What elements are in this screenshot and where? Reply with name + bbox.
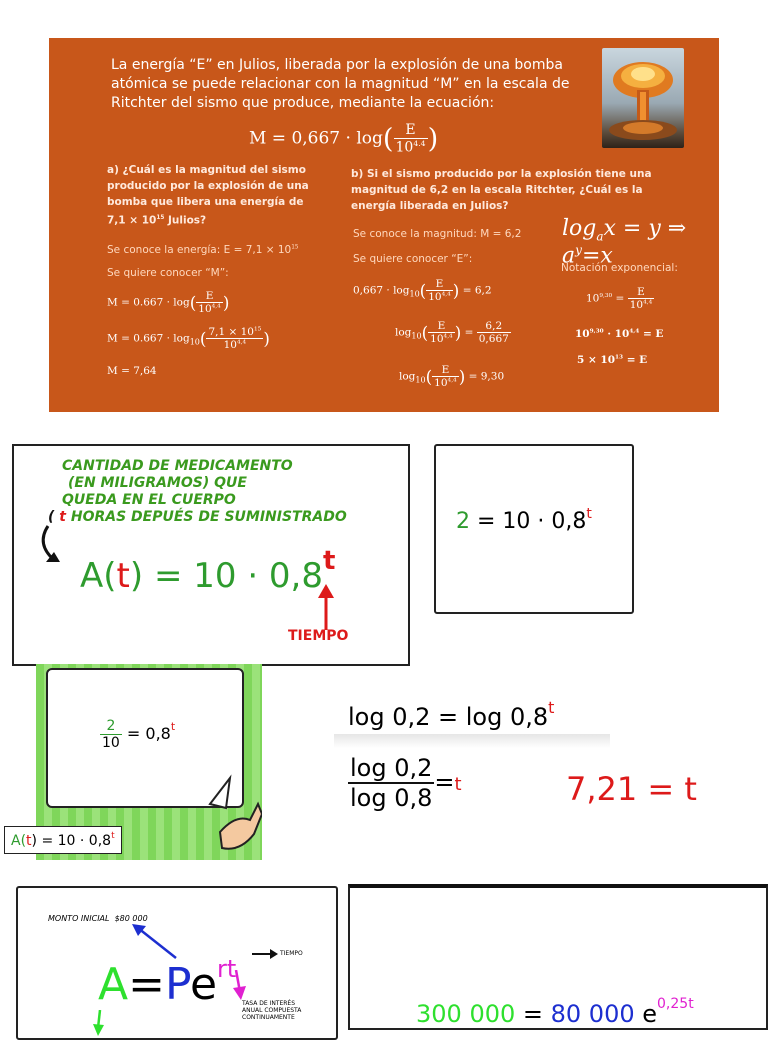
notation-title: Notación exponencial: [561, 262, 678, 274]
ieq-eq: = [515, 1000, 551, 1028]
n-den: 10 [629, 299, 644, 311]
n-base: 10 [586, 292, 600, 305]
log-line-1-exp: t [548, 698, 555, 717]
eq-den-exp: 4,4 [441, 291, 451, 298]
part-a-eq1: M = 0.667 · log( $\frac{E}{10^{4,4}}$ ) [107, 290, 230, 315]
eq-den: 10 [430, 333, 444, 345]
energy-problem-panel [49, 38, 719, 412]
formula-rest: ) = 10 · 0,8 [129, 556, 324, 596]
intro-line: Ritchter del sismo que produce, mediante la ecuación: [111, 95, 495, 111]
eq2-rhs: = 10 · 0,8 [470, 509, 587, 534]
interest-equation [416, 996, 694, 1028]
eq-sub: 10 [189, 337, 200, 347]
formula-label-box [4, 826, 122, 854]
eq-num: E [428, 320, 455, 333]
label-rest: ) = 10 · 0,8 [31, 833, 112, 849]
log-line-1: log 0,2 = log 0,8 [348, 703, 549, 731]
green-arrow-icon [92, 1010, 106, 1036]
eq-den-exp: 4,4 [443, 333, 453, 340]
caption-line: CANTIDAD DE MEDICAMENTO [62, 458, 293, 474]
main-equation: M = 0,667 · log( $\frac{E}{10^{4.4}}$ ) [249, 122, 439, 156]
main-eq-den-exp: 4.4 [413, 139, 426, 148]
eq-right-num: 6,2 [477, 320, 511, 333]
formula-rt: rt [217, 955, 237, 983]
equation-2 [456, 506, 592, 534]
question-line: energía liberada en Julios? [351, 200, 509, 212]
part-a-result: M = 7,64 [107, 365, 157, 377]
n2-exp: 9,30 [589, 328, 604, 335]
question-exp: 15 [156, 215, 165, 221]
question-line: b) Si el sismo producido por la explosión tiene una [351, 168, 652, 180]
label-t: t [26, 833, 32, 849]
question-line: a) ¿Cuál es la magnitud del sismo [107, 164, 306, 176]
part-b-eq2: $\log_{10}$( $\frac{E}{10^{4,4}}$ ) = $\frac{6,2}{0,667}$ [395, 320, 509, 345]
eq-den: 10 [223, 339, 237, 351]
right-arrow-icon [252, 948, 278, 960]
curved-arrow-icon [34, 522, 74, 572]
ieq-e: e [634, 1000, 658, 1028]
known-text: Se conoce la energía: E = 7,1 × 10 [107, 244, 292, 256]
n-den-exp: 4,4 [643, 299, 653, 306]
ieq-mid: 80 000 [550, 1000, 635, 1028]
ieq-lhs: 300 000 [416, 1000, 516, 1028]
hand-rest: x = y ⇒ a [562, 216, 687, 269]
eq-left: log [395, 326, 412, 339]
intro-line: La energía “E” en Julios, liberada por la explosión de una bomba [111, 57, 563, 73]
eq-right: = 6,2 [462, 284, 492, 297]
label-a: A( [11, 833, 27, 849]
monto-text: MONTO INICIAL [48, 914, 110, 923]
formula-a: A( [80, 556, 117, 596]
eq-right-den: 0,667 [478, 333, 509, 345]
n3-exp: 13 [615, 354, 624, 361]
eq-den-exp: 4,4 [237, 339, 247, 346]
bubble-exp: t [170, 720, 176, 733]
question-line: magnitud de 6,2 en la escala Ritchter, ¿Cuál es la [351, 184, 643, 196]
problem-intro [111, 56, 571, 113]
eq-sub: 10 [409, 289, 420, 299]
tasa-line: CONTINUAMENTE [242, 1014, 295, 1021]
eq-num: E [426, 278, 453, 291]
eq-left: M = 0.667 · log [107, 332, 190, 345]
up-arrow-icon [316, 584, 336, 632]
eq-left: M = 0.667 · log [107, 296, 190, 309]
n-exp: 9,30 [599, 293, 613, 299]
medication-formula-panel [12, 444, 410, 666]
hand-end: =x [581, 243, 613, 269]
caption-t: t [59, 509, 66, 525]
eq-left: log [399, 370, 416, 383]
eq-sub: 10 [415, 375, 426, 385]
eq-den-exp: 4,4 [211, 303, 221, 310]
formula-eq: = [128, 959, 165, 1010]
question-line: producido por la explosión de una [107, 180, 309, 192]
caption-line: HORAS DEPUÉS DE SUMINISTRADO [65, 509, 347, 525]
formula-e: e [189, 959, 218, 1010]
bubble-den: 10 [102, 735, 120, 751]
part-a-want: Se quiere conocer “M”: [107, 267, 229, 279]
part-a-known [107, 244, 299, 256]
n3: 5 × 10 [577, 354, 616, 366]
formula-a: A [98, 959, 129, 1010]
atomic-bomb-image [602, 48, 684, 148]
interest-tiempo: TIEMPO [280, 950, 303, 957]
notation-eq1: $10^{9,30}$ = $\frac{E}{10^{4,4}}$ [586, 286, 653, 311]
part-a-question [107, 162, 322, 229]
tasa-line: ANUAL COMPUESTA [242, 1007, 302, 1014]
main-eq-num: E [394, 122, 428, 139]
formula-t: t [116, 556, 130, 596]
hand-sub: a [596, 229, 604, 244]
notation-eq2 [575, 328, 663, 340]
interest-formula-panel [16, 886, 338, 1040]
n2-mid: · 10 [603, 328, 630, 340]
n-num: E [628, 286, 655, 299]
eq-num: E [432, 364, 459, 377]
n2-end: = E [639, 328, 664, 340]
n2: 10 [575, 328, 590, 340]
log-frac-eq: = [434, 768, 455, 796]
eq-den: 10 [428, 291, 442, 303]
log-equation-1 [348, 698, 554, 731]
notation-eq3 [577, 354, 647, 366]
caption-line: (EN MILIGRAMOS) QUE [68, 475, 247, 491]
caption-line: QUEDA EN EL CUERPO [62, 492, 236, 508]
divider-strip [334, 734, 610, 748]
interest-formula [98, 944, 236, 1010]
formula-exp: t [323, 546, 336, 576]
part-b-question [351, 166, 691, 214]
eq-left: 0,667 · log [353, 284, 410, 297]
eq-right: = 9,30 [468, 370, 505, 383]
formula-p: P [164, 959, 190, 1010]
bubble-num: 2 [100, 718, 122, 735]
eq-den: 10 [434, 377, 448, 389]
part-b-eq3: $\log_{10}$( $\frac{E}{10^{4,4}}$ ) = 9,30 [399, 364, 505, 389]
log-frac-t: t [454, 774, 462, 795]
log-result: 7,21 = t [566, 770, 697, 808]
eq-num: 7,1 × 10 [208, 326, 254, 338]
log-frac-den: log 0,8 [350, 784, 433, 812]
part-b-known: Se conoce la magnitud: M = 6,2 [353, 228, 522, 240]
hand-exp: y [575, 243, 582, 258]
interest-equation-panel [348, 884, 768, 1030]
medication-caption: CANTIDAD DE MEDICAMENTO (EN MILIGRAMOS) QUE QUEDA EN EL CUERPO ( t HORAS DEPUÉS DE SUMINISTRADO [48, 458, 347, 525]
eq-num: E [196, 290, 223, 303]
cartoon-hand-icon [206, 774, 262, 860]
part-b-eq1: $0,667 \cdot \log_{10}$( $\frac{E}{10^{4,4}}$ ) = 6,2 [353, 278, 492, 303]
question-line: bomba que libera una energía de [107, 196, 304, 208]
hand-log: log [562, 216, 597, 241]
main-eq-left: M = 0,667 · log [249, 128, 383, 149]
tasa-line: TASA DE INTERÉS [242, 1000, 296, 1007]
bubble-rhs: = 0,8 [121, 724, 171, 743]
monto-value: $80 000 [114, 914, 148, 923]
equation-panel-2 [434, 444, 634, 614]
log-frac-num: log 0,2 [350, 754, 433, 782]
part-b-want: Se quiere conocer “E”: [353, 253, 473, 265]
question-line: Julios? [164, 214, 207, 227]
eq-num-exp: 15 [254, 326, 262, 333]
eq2-exp: t [586, 506, 592, 522]
eq-sub: 10 [411, 331, 422, 341]
tiempo-label: TIEMPO [288, 628, 349, 644]
eq-den: 10 [198, 303, 212, 315]
ieq-exp: 0,25t [657, 996, 694, 1012]
log-fraction [348, 754, 462, 812]
main-eq-den: 10 [395, 139, 414, 156]
tasa-caption [242, 1000, 301, 1021]
n2-exp2: 4,4 [629, 328, 640, 335]
known-exp: 15 [291, 244, 299, 251]
medication-formula [80, 546, 335, 596]
handwritten-log-rule [562, 216, 719, 269]
part-a-eq2: $M = 0.667 \cdot \log_{10}$( $\frac{7,1 \times 10^{15}}{10^{4,4}}$ ) [107, 326, 270, 351]
mushroom-cloud-icon [602, 48, 684, 148]
n3-end: = E [623, 354, 648, 366]
label-exp: t [111, 831, 115, 841]
bubble-equation [100, 718, 175, 751]
magenta-arrow-icon [232, 970, 248, 1000]
intro-line: atómica se puede relacionar con la magnitud “M” en la escala de [111, 76, 570, 92]
question-line: 7,1 × 10 [107, 214, 157, 227]
eq-den-exp: 4,4 [447, 377, 457, 384]
eq2-lhs: 2 [456, 509, 470, 534]
